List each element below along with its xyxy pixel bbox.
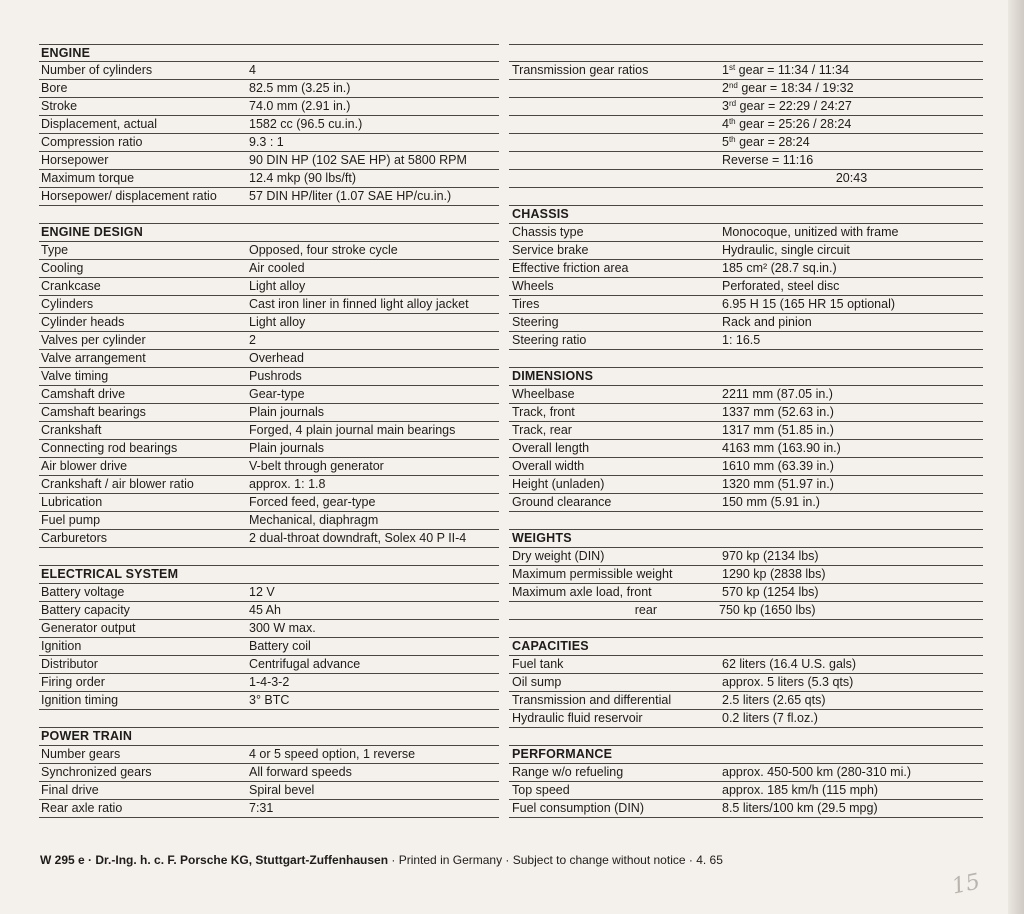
spec-value: 82.5 mm (3.25 in.) xyxy=(249,81,351,95)
spec-value: approx. 1: 1.8 xyxy=(249,477,326,491)
section-header-dimensions xyxy=(509,368,983,386)
spec-value: 3rd gear = 22:29 / 24:27 xyxy=(722,99,852,113)
spec-row-steering xyxy=(509,314,983,332)
spec-label: Cylinder heads xyxy=(41,315,125,329)
spec-row-fuel-tank xyxy=(509,656,983,674)
spec-row-oil-sump xyxy=(509,674,983,692)
spec-row-height-unladen xyxy=(509,476,983,494)
spec-label: Crankshaft / air blower ratio xyxy=(41,477,194,491)
spec-row-camshaft-drive xyxy=(39,386,499,404)
spec-label: Track, rear xyxy=(512,423,572,437)
spec-label: Number of cylinders xyxy=(41,63,153,77)
spec-label: Overall width xyxy=(512,459,585,473)
spec-label: Carburetors xyxy=(41,531,107,545)
spec-label: Cooling xyxy=(41,261,84,275)
page-spine-edge xyxy=(1008,0,1024,914)
spec-row-steering-ratio xyxy=(509,332,983,350)
spec-row-horsepower xyxy=(39,152,499,170)
spec-value: 2nd gear = 18:34 / 19:32 xyxy=(722,81,854,95)
spec-value: 2211 mm (87.05 in.) xyxy=(722,387,833,401)
spec-label: Top speed xyxy=(512,783,570,797)
spec-row-ignition xyxy=(39,638,499,656)
spec-label: Valve timing xyxy=(41,369,109,383)
spec-row-battery-capacity xyxy=(39,602,499,620)
spec-value: Gear-type xyxy=(249,387,305,401)
section-header-chassis xyxy=(509,206,983,224)
spec-value: 185 cm² (28.7 sq.in.) xyxy=(722,261,837,275)
spec-value: 12 V xyxy=(249,585,275,599)
spec-row-overall-width xyxy=(509,458,983,476)
spec-row-range-w-o-refueling xyxy=(509,764,983,782)
section-header-capacities xyxy=(509,638,983,656)
spec-label: Transmission gear ratios xyxy=(512,63,649,77)
spec-row-lubrication xyxy=(39,494,499,512)
spec-label: Lubrication xyxy=(41,495,103,509)
spec-row-crankshaft-air-blower-ratio xyxy=(39,476,499,494)
spacer-row xyxy=(509,188,983,206)
spec-value: Opposed, four stroke cycle xyxy=(249,243,398,257)
spec-label: Crankcase xyxy=(41,279,101,293)
spec-value: Centrifugal advance xyxy=(249,657,361,671)
spec-label: Camshaft drive xyxy=(41,387,126,401)
footer-notice: · Printed in Germany · Subject to change without notice · 4. 65 xyxy=(388,853,723,867)
spec-label: Height (unladen) xyxy=(512,477,605,491)
spec-value: 4 xyxy=(249,63,256,77)
spec-row-valve-timing xyxy=(39,368,499,386)
spec-value: Forged, 4 plain journal main bearings xyxy=(249,423,456,437)
spec-label xyxy=(509,152,720,169)
spec-label: Battery voltage xyxy=(41,585,125,599)
spacer-row xyxy=(39,548,499,566)
spec-row-track-rear xyxy=(509,422,983,440)
spec-value: Forced feed, gear-type xyxy=(249,495,376,509)
spec-label: Effective friction area xyxy=(512,261,629,275)
spec-value: 90 DIN HP (102 SAE HP) at 5800 RPM xyxy=(249,153,467,167)
spec-row-ground-clearance xyxy=(509,494,983,512)
spec-value: approx. 5 liters (5.3 qts) xyxy=(722,675,854,689)
spec-label: Horsepower xyxy=(41,153,109,167)
spec-label: Maximum permissible weight xyxy=(512,567,673,581)
right-spec-column xyxy=(509,44,983,818)
spec-value: Light alloy xyxy=(249,315,306,329)
spec-row-transmission-gear-ratios xyxy=(509,62,983,80)
spec-value: approx. 185 km/h (115 mph) xyxy=(722,783,879,797)
spec-value: 1: 16.5 xyxy=(722,333,761,347)
spec-label: Synchronized gears xyxy=(41,765,152,779)
spec-row-track-front xyxy=(509,404,983,422)
spec-label: Range w/o refueling xyxy=(512,765,624,779)
spec-value: 5th gear = 28:24 xyxy=(722,135,810,149)
spec-row-valve-arrangement xyxy=(39,350,499,368)
spec-label: Maximum axle load, front xyxy=(512,585,652,599)
spec-row-stroke xyxy=(39,98,499,116)
spec-row-service-brake xyxy=(509,242,983,260)
spec-value: Perforated, steel disc xyxy=(722,279,840,293)
spec-label: Ignition timing xyxy=(41,693,119,707)
spec-label: Battery capacity xyxy=(41,603,130,617)
spacer-row xyxy=(509,512,983,530)
spec-label: Type xyxy=(41,243,69,257)
spec-value: 1320 mm (51.97 in.) xyxy=(722,477,834,491)
spec-label: Displacement, actual xyxy=(41,117,158,131)
spec-label: Valve arrangement xyxy=(41,351,146,365)
spec-label: Compression ratio xyxy=(41,135,143,149)
spec-value: 150 mm (5.91 in.) xyxy=(722,495,820,509)
spec-row-fuel-consumption-din xyxy=(509,800,983,818)
spec-row-number-of-cylinders xyxy=(39,62,499,80)
spec-label: Wheels xyxy=(512,279,554,293)
spec-value: 62 liters (16.4 U.S. gals) xyxy=(722,657,857,671)
spec-label: Crankshaft xyxy=(41,423,102,437)
section-header-performance xyxy=(509,746,983,764)
section-title: DIMENSIONS xyxy=(512,369,594,383)
spec-row-connecting-rod-bearings xyxy=(39,440,499,458)
spec-value: 1337 mm (52.63 in.) xyxy=(722,405,834,419)
spec-row-wheelbase xyxy=(509,386,983,404)
spec-value: 2.5 liters (2.65 qts) xyxy=(722,693,826,707)
spec-row-number-gears xyxy=(39,746,499,764)
section-title: POWER TRAIN xyxy=(41,729,133,743)
spec-value: 7:31 xyxy=(249,801,274,815)
spec-value: Rack and pinion xyxy=(722,315,812,329)
spec-value: V-belt through generator xyxy=(249,459,384,473)
spec-row-crankshaft xyxy=(39,422,499,440)
section-title: ELECTRICAL SYSTEM xyxy=(41,567,179,581)
spec-value: 4 or 5 speed option, 1 reverse xyxy=(249,747,416,761)
spec-row-continued xyxy=(509,80,983,98)
spec-row-effective-friction-area xyxy=(509,260,983,278)
spec-row-continued xyxy=(509,170,983,188)
spec-row-type xyxy=(39,242,499,260)
section-title: PERFORMANCE xyxy=(512,747,613,761)
section-header-electrical-system xyxy=(39,566,499,584)
spec-value: 1317 mm (51.85 in.) xyxy=(722,423,834,437)
spec-label: Cylinders xyxy=(41,297,94,311)
spec-row-air-blower-drive xyxy=(39,458,499,476)
spec-row-wheels xyxy=(509,278,983,296)
spacer-row xyxy=(509,350,983,368)
footer-line xyxy=(40,853,723,867)
spec-row-cooling xyxy=(39,260,499,278)
spec-value: 1st gear = 11:34 / 11:34 xyxy=(722,63,850,77)
spec-label: Connecting rod bearings xyxy=(41,441,178,455)
spec-label: Horsepower/ displacement ratio xyxy=(41,189,217,203)
spec-label xyxy=(509,134,720,151)
left-spec-column xyxy=(39,44,499,818)
spec-row-maximum-axle-load-front xyxy=(509,584,983,602)
section-title: WEIGHTS xyxy=(512,531,572,545)
spec-row-compression-ratio xyxy=(39,134,499,152)
spec-value: 1610 mm (63.39 in.) xyxy=(722,459,834,473)
spec-value: Plain journals xyxy=(249,405,325,419)
spec-value: 2 xyxy=(249,333,256,347)
spec-value: 1290 kp (2838 lbs) xyxy=(722,567,826,581)
section-title: ENGINE DESIGN xyxy=(41,225,143,239)
spec-row-horsepower-displacement-ratio xyxy=(39,188,499,206)
spec-value: approx. 450-500 km (280-310 mi.) xyxy=(722,765,911,779)
spec-label: Steering ratio xyxy=(512,333,587,347)
spec-label: Number gears xyxy=(41,747,121,761)
spec-row-rear xyxy=(509,602,983,620)
spec-row-crankcase xyxy=(39,278,499,296)
spec-value: 6.95 H 15 (165 HR 15 optional) xyxy=(722,297,896,311)
spec-row-carburetors xyxy=(39,530,499,548)
section-header-power-train xyxy=(39,728,499,746)
spec-row-bore xyxy=(39,80,499,98)
spec-row-synchronized-gears xyxy=(39,764,499,782)
spec-label: Transmission and differential xyxy=(512,693,672,707)
spec-row-maximum-permissible-weight xyxy=(509,566,983,584)
spec-row-valves-per-cylinder xyxy=(39,332,499,350)
spec-label: Bore xyxy=(41,81,68,95)
spec-label: Chassis type xyxy=(512,225,584,239)
spec-row-generator-output xyxy=(39,620,499,638)
section-header-engine xyxy=(39,44,499,62)
spec-value: Overhead xyxy=(249,351,304,365)
spec-value: 570 kp (1254 lbs) xyxy=(722,585,819,599)
spec-label: Service brake xyxy=(512,243,589,257)
spec-label: Camshaft bearings xyxy=(41,405,146,419)
spec-value: 20:43 xyxy=(835,171,868,185)
spec-row-ignition-timing xyxy=(39,692,499,710)
spec-label: Firing order xyxy=(41,675,105,689)
spacer-row xyxy=(509,728,983,746)
spec-label: Tires xyxy=(512,297,540,311)
spec-label: Air blower drive xyxy=(41,459,128,473)
spec-row-fuel-pump xyxy=(39,512,499,530)
footer-publisher: W 295 e · Dr.-Ing. h. c. F. Porsche KG, Stuttgart-Zuffenhausen xyxy=(40,853,389,867)
section-header-weights xyxy=(509,530,983,548)
spec-row-hydraulic-fluid-reservoir xyxy=(509,710,983,728)
spec-value: 8.5 liters/100 km (29.5 mpg) xyxy=(722,801,878,815)
spec-value: 2 dual-throat downdraft, Solex 40 P II-4 xyxy=(249,531,467,545)
spec-row-firing-order xyxy=(39,674,499,692)
spec-label xyxy=(509,80,720,97)
spec-row-maximum-torque xyxy=(39,170,499,188)
spacer-row xyxy=(39,206,499,224)
spec-row-transmission-and-differential xyxy=(509,692,983,710)
spec-value: Air cooled xyxy=(249,261,305,275)
spec-row-continued xyxy=(509,134,983,152)
spec-label: Fuel tank xyxy=(512,657,564,671)
spec-row-displacement-actual xyxy=(39,116,499,134)
spec-value: 3° BTC xyxy=(249,693,290,707)
spec-row-continued xyxy=(509,116,983,134)
spacer-row xyxy=(509,44,983,62)
spec-label xyxy=(509,98,720,115)
spec-value: 0.2 liters (7 fl.oz.) xyxy=(722,711,818,725)
spec-value: 9.3 : 1 xyxy=(249,135,284,149)
spec-row-tires xyxy=(509,296,983,314)
spec-value: 74.0 mm (2.91 in.) xyxy=(249,99,351,113)
spec-label: Maximum torque xyxy=(41,171,135,185)
spec-value: Hydraulic, single circuit xyxy=(722,243,850,257)
spec-row-battery-voltage xyxy=(39,584,499,602)
spec-row-rear-axle-ratio xyxy=(39,800,499,818)
spec-label: Generator output xyxy=(41,621,136,635)
spec-value: Spiral bevel xyxy=(249,783,315,797)
spec-row-continued xyxy=(509,152,983,170)
spec-value: 4163 mm (163.90 in.) xyxy=(722,441,841,455)
spec-label: Final drive xyxy=(41,783,99,797)
spec-row-overall-length xyxy=(509,440,983,458)
spec-label: Fuel pump xyxy=(41,513,101,527)
spacer-row xyxy=(39,710,499,728)
spec-value: Reverse = 11:16 xyxy=(722,153,814,167)
spec-value: Plain journals xyxy=(249,441,325,455)
spec-label: Ignition xyxy=(41,639,82,653)
spec-label: rear xyxy=(634,603,657,617)
spec-label xyxy=(509,170,720,187)
spec-label: Oil sump xyxy=(512,675,562,689)
spec-label: Hydraulic fluid reservoir xyxy=(512,711,643,725)
spec-label: Overall length xyxy=(512,441,590,455)
section-title: ENGINE xyxy=(41,46,91,60)
spec-label: Wheelbase xyxy=(512,387,575,401)
spec-label: Ground clearance xyxy=(512,495,612,509)
spec-value: 1582 cc (96.5 cu.in.) xyxy=(249,117,363,131)
spec-value: Cast iron liner in finned light alloy jacket xyxy=(249,297,469,311)
spec-label: Distributor xyxy=(41,657,98,671)
spec-value: Pushrods xyxy=(249,369,302,383)
spec-value: Battery coil xyxy=(249,639,311,653)
spec-value: Light alloy xyxy=(249,279,306,293)
spec-value: 300 W max. xyxy=(249,621,316,635)
section-title: CHASSIS xyxy=(512,207,569,221)
spec-row-final-drive xyxy=(39,782,499,800)
spec-row-distributor xyxy=(39,656,499,674)
spec-label: Valves per cylinder xyxy=(41,333,146,347)
spec-value: 970 kp (2134 lbs) xyxy=(722,549,819,563)
section-title: CAPACITIES xyxy=(512,639,589,653)
spec-label: Track, front xyxy=(512,405,575,419)
spec-label: Dry weight (DIN) xyxy=(512,549,605,563)
spec-value: 1-4-3-2 xyxy=(249,675,290,689)
spec-row-continued xyxy=(509,98,983,116)
spacer-row xyxy=(509,620,983,638)
spec-label: Stroke xyxy=(41,99,78,113)
spec-row-cylinders xyxy=(39,296,499,314)
spec-row-dry-weight-din xyxy=(509,548,983,566)
spec-value: 4th gear = 25:26 / 28:24 xyxy=(722,117,852,131)
spec-label: Steering xyxy=(512,315,559,329)
spec-label xyxy=(509,116,720,133)
spec-row-cylinder-heads xyxy=(39,314,499,332)
spec-label: Fuel consumption (DIN) xyxy=(512,801,644,815)
section-header-engine-design xyxy=(39,224,499,242)
spec-value: 12.4 mkp (90 lbs/ft) xyxy=(249,171,356,185)
spec-row-top-speed xyxy=(509,782,983,800)
spec-value: Monocoque, unitized with frame xyxy=(722,225,899,239)
spec-value: 45 Ah xyxy=(249,603,281,617)
spec-value: 57 DIN HP/liter (1.07 SAE HP/cu.in.) xyxy=(249,189,452,203)
spec-label: Rear axle ratio xyxy=(41,801,123,815)
spec-value: Mechanical, diaphragm xyxy=(249,513,379,527)
spec-row-camshaft-bearings xyxy=(39,404,499,422)
handwritten-page-number: 15 xyxy=(949,869,983,900)
spec-value: 750 kp (1650 lbs) xyxy=(719,603,816,617)
spec-value: All forward speeds xyxy=(249,765,352,779)
spec-row-chassis-type xyxy=(509,224,983,242)
